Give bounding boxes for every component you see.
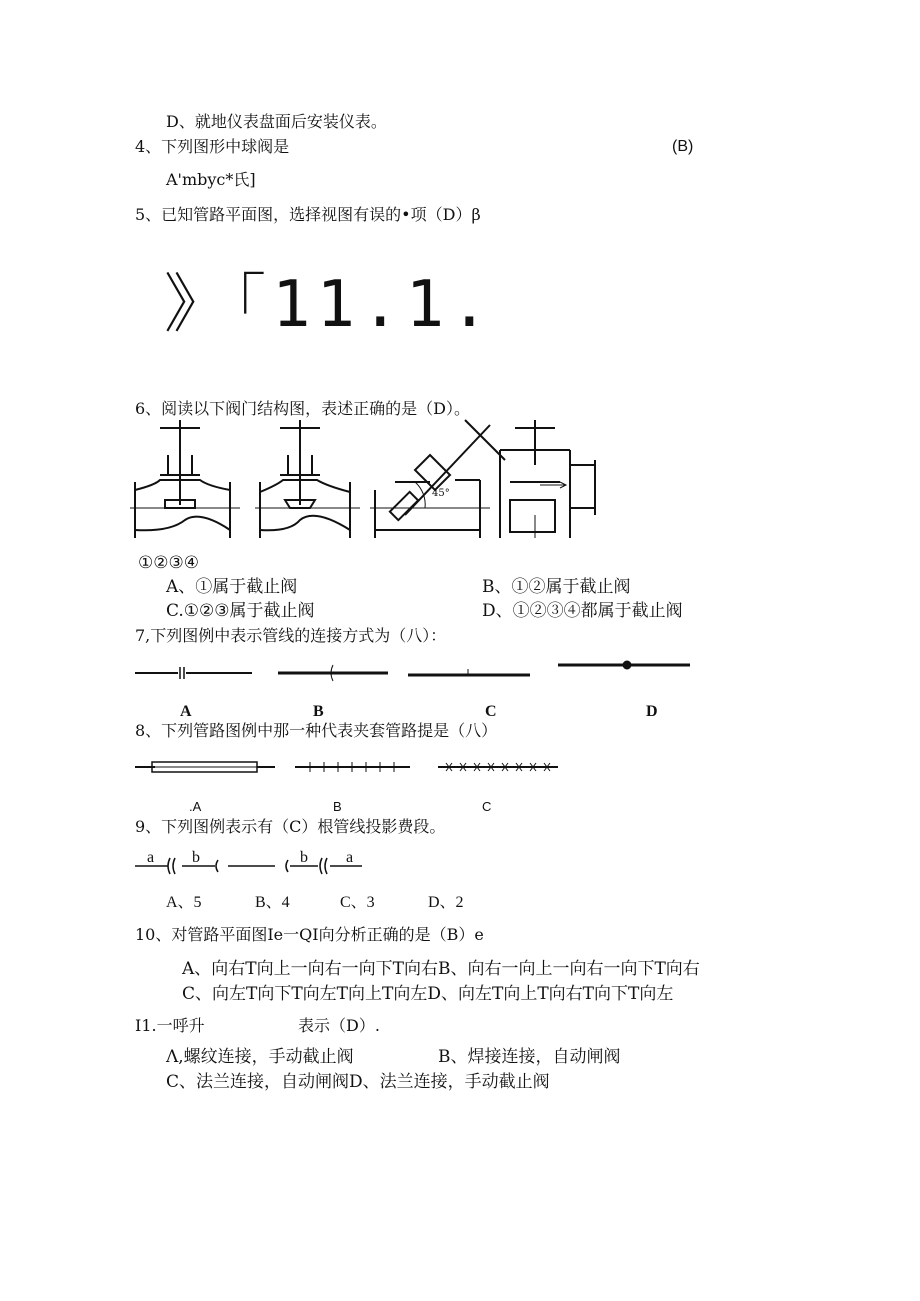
q9-seg-label-a1: a: [147, 849, 155, 866]
q10-question: 10、对管路平面图Ie一QI向分析正确的是（B）e: [135, 925, 484, 944]
q7-label-a: A: [180, 703, 192, 720]
q9-option-c: C、3: [340, 894, 375, 911]
q10-option-a: A、向右T向上一向右一向下T向右: [182, 959, 438, 979]
q9-question: 9、下列图例表示有（C）根管线投影费段。: [135, 817, 446, 836]
q9-pipe-segment-legend: [130, 850, 380, 875]
q7-label-d: D: [646, 703, 658, 720]
q7-pipe-connection-legend: [130, 655, 700, 685]
q11-option-c: C、法兰连接，自动闸阀: [166, 1072, 350, 1092]
valve-1-globe: [130, 420, 240, 538]
valve-2-globe: [255, 420, 360, 538]
q9-option-d: D、2: [428, 894, 464, 911]
q8-jacket-pipe-legend: [130, 757, 570, 777]
q8-label-c: C: [482, 799, 492, 814]
q6-option-c: C.①②③属于截止阀: [166, 601, 315, 621]
q7-legend-a: [135, 667, 252, 679]
q6-option-a: A、①属于截止阀: [166, 577, 298, 597]
q11-option-a: Λ,螺纹连接，手动截止阀: [166, 1047, 354, 1067]
q7-label-b: B: [313, 703, 324, 720]
q8-legend-a: [135, 762, 275, 772]
q9-seg-label-a2: a: [346, 849, 354, 866]
q6-option-d: D、①②③④都属于截止阀: [482, 601, 683, 621]
q10-option-c-d: [182, 983, 673, 1005]
q7-legend-c: [408, 669, 530, 675]
q11-option-b: B、焊接连接，自动闸阀: [438, 1047, 621, 1067]
q10-option-c: C、向左T向下T向左T向上T向左: [182, 984, 428, 1004]
q11-question-suffix: 表示（D）.: [298, 1016, 380, 1035]
q5-question: 5、已知管路平面图，选择视图有误的•项（D）β: [135, 205, 481, 224]
q10-option-b: B、向右一向上一向右一向下T向右: [437, 959, 700, 979]
q11-question-prefix: I1.一呼升: [135, 1016, 205, 1035]
q5-figure-text: 》「11.1.: [164, 268, 495, 342]
q8-question: 8、下列管路图例中那一种代表夹套管路提是（八）: [135, 721, 498, 740]
q7-question: 7,下列图例中表示管线的连接方式为（八）：: [135, 626, 447, 645]
q7-label-c: C: [485, 703, 497, 720]
q8-legend-c: [438, 763, 558, 771]
q8-label-b: B: [333, 799, 342, 814]
q9-option-a: A、5: [166, 894, 202, 911]
q6-valve-diagrams: [130, 420, 590, 545]
q7-legend-d: [558, 661, 690, 669]
q8-legend-b: [295, 762, 410, 772]
q6-angle-label: 45°: [432, 488, 450, 499]
q10-option-d: D、向左T向上T向右T向下T向左: [427, 984, 674, 1004]
q4-question: 4、下列图形中球阀是: [135, 137, 290, 156]
q4-garbled-text: A'mbyc*氏]: [166, 170, 256, 189]
q7-legend-b: [278, 665, 388, 681]
q6-question: 6、阅读以下阀门结构图，表述正确的是（D）。: [135, 399, 471, 418]
q6-valve-numbers: ①②③④: [138, 553, 199, 573]
q10-option-a-b: [182, 958, 700, 980]
q9-option-b: B、4: [255, 894, 290, 911]
q3-option-d: D、就地仪表盘面后安装仪表。: [166, 112, 387, 131]
q6-option-b: B、①②属于截止阀: [482, 577, 631, 597]
q11-option-d: D、法兰连接，手动截止阀: [349, 1072, 550, 1092]
q9-seg-label-b2: b: [300, 849, 308, 866]
q8-label-a: .A: [189, 799, 202, 814]
valve-4-gate: [500, 420, 595, 538]
q9-seg-label-b1: b: [192, 849, 200, 866]
valve-3-y-type: [370, 420, 505, 538]
q11-option-c-d: [166, 1071, 550, 1093]
q4-answer: (B): [672, 138, 694, 155]
